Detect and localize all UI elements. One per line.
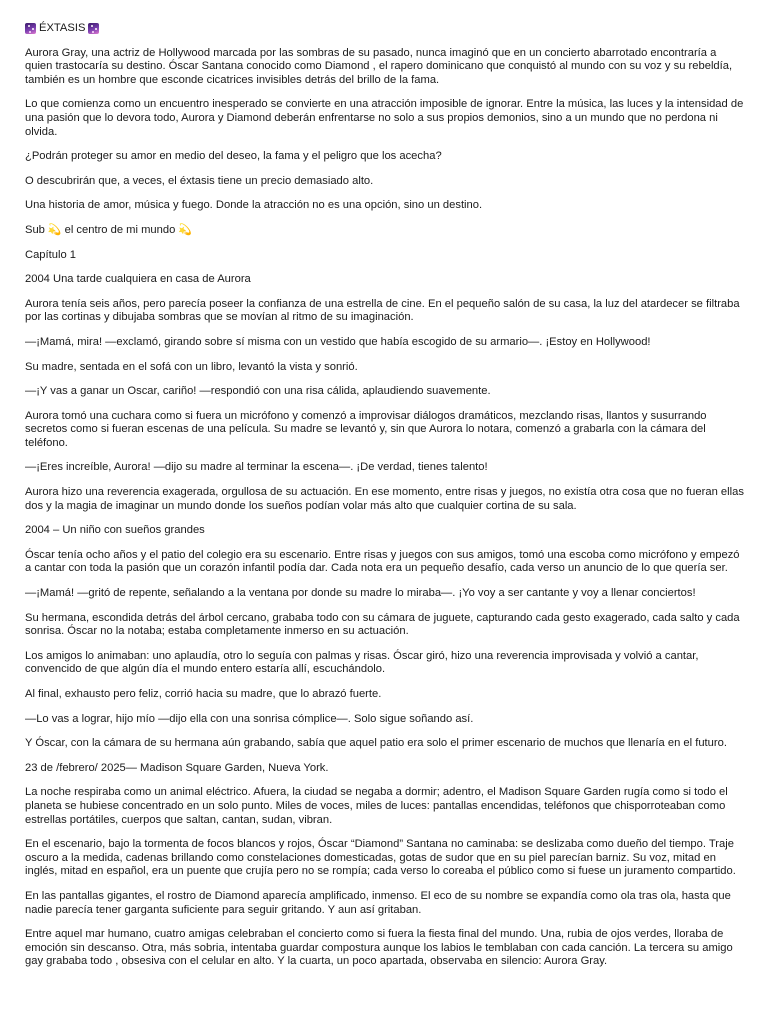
- sub-text: el centro de mi mundo: [64, 223, 176, 236]
- dizzy-star-emoji-icon: 💫: [178, 223, 193, 236]
- dizzy-star-emoji-icon: 💫: [47, 223, 62, 236]
- milky-way-emoji-icon: [88, 23, 99, 34]
- synopsis-paragraph: O descubrirán que, a veces, el éxtasis tiene un precio demasiado alto.: [25, 174, 374, 187]
- body-paragraph: Y Óscar, con la cámara de su hermana aún grabando, sabía que aquel patio era solo el primer escenario de muchos que llenaría en el futuro.: [25, 737, 727, 750]
- synopsis-paragraph: Lo que comienza como un encuentro inesperado se convierte en una atracción imposible de ignorar. Entre la música, las luces y la intensidad de una pasión que lo devora todo, Aurora y Diamond deberán enfrentarse no solo a sus propios demonios, sino a un mundo que no perdona ni olvida.: [25, 98, 744, 138]
- dialogue-paragraph: —¡Eres increíble, Aurora! —dijo su madre al terminar la escena—. ¡De verdad, tienes talento!: [25, 461, 488, 474]
- body-paragraph: Aurora hizo una reverencia exagerada, orgullosa de su actuación. En ese momento, entre risas y juegos, no existía otra cosa que no fueran ellas dos y la magia de imaginar un mundo donde los sueños podían volar más alto que cualquier cortina de su sala.: [25, 486, 744, 512]
- synopsis-paragraph: Una historia de amor, música y fuego. Donde la atracción no es una opción, sino un destino.: [25, 199, 483, 212]
- sub-prefix: Sub: [25, 223, 45, 236]
- body-paragraph: Los amigos lo animaban: uno aplaudía, otro lo seguía con palmas y risas. Óscar giró, hizo una reverencia improvisada y volvió a cantar, convencido de que algún día el mundo entero estaría allí, escuchándolo.: [25, 649, 699, 676]
- body-paragraph: La noche respiraba como un animal eléctrico. Afuera, la ciudad se negaba a dormir; adentro, el Madison Square Garden rugía como si todo el planeta se hubiese concentrado en un solo punto. Miles de voces, miles de luces: pantallas encendidas, teléfonos que chisporroteaban como estrellas portátiles, cuerpos que saltan, cantan, sudan, vibran.: [25, 786, 728, 826]
- sub-line: [25, 224, 744, 238]
- section-heading: 23 de /febrero/ 2025— Madison Square Garden, Nueva York.: [25, 761, 329, 774]
- synopsis-paragraph: Aurora Gray, una actriz de Hollywood marcada por las sombras de su pasado, nunca imaginó que en un concierto abarrotado encontraría a quien trastocaría su destino. Óscar Santana conocido como Diamond , el rapero dominicano que conquistó al mundo con su voz y su rebeldía, también es un hombre que esconde cicatrices invisibles detrás del brillo de la fama.: [25, 46, 733, 86]
- body-paragraph: En el escenario, bajo la tormenta de focos blancos y rojos, Óscar “Diamond” Santana no caminaba: se deslizaba como dueño del tiempo. Traje oscuro a la medida, cadenas brillando como constelaciones domesticadas, gotas de sudor que en su piel parecían barniz. Su voz, mitad en inglés, mitad en español, era un puente que crujía pero no se rompía; cada verso lo coreaba el público como si fuese un juramento compartido.: [25, 838, 736, 878]
- section-heading: 2004 – Un niño con sueños grandes: [25, 524, 205, 537]
- dialogue-paragraph: —Lo vas a lograr, hijo mío —dijo ella con una sonrisa cómplice—. Solo sigue soñando así.: [25, 712, 474, 725]
- body-paragraph: Su hermana, escondida detrás del árbol cercano, grababa todo con su cámara de juguete, capturando cada gesto exagerado, cada salto y cada sonrisa. Óscar no la notaba; estaba completamente inmerso en su actuación.: [25, 611, 740, 638]
- milky-way-emoji-icon: [25, 23, 36, 34]
- dialogue-paragraph: —¡Mamá, mira! —exclamó, girando sobre sí misma con un vestido que había escogido de su armario—. ¡Estoy en Hollywood!: [25, 335, 651, 348]
- body-paragraph: Aurora tenía seis años, pero parecía poseer la confianza de una estrella de cine. En el pequeño salón de su casa, la luz del atardecer se filtraba por las cortinas y dibujaba sombras que se movían al ritmo de su imaginación.: [25, 297, 740, 324]
- body-paragraph: Entre aquel mar humano, cuatro amigas celebraban el concierto como si fuera la fiesta final del mundo. Una, rubia de ojos verdes, lloraba de emoción sin descanso. Otra, más sobria, intentaba guardar compostura aunque los labios le temblaban con cada canción. La tercera su amigo gay grababa todo , obsesiva con el celular en alto. Y la cuarta, un poco apartada, observaba en silencio: Aurora Gray.: [25, 928, 733, 968]
- section-heading: 2004 Una tarde cualquiera en casa de Aurora: [25, 273, 251, 286]
- body-paragraph: Óscar tenía ocho años y el patio del colegio era su escenario. Entre risas y juegos con sus amigos, tomó una escoba como micrófono y empezó a cantar con toda la pasión que un corazón infantil podía dar. Cada nota era un pequeño desafío, cada verso un anuncio de lo que quería ser.: [25, 548, 740, 575]
- chapter-heading: Capítulo 1: [25, 248, 76, 261]
- dialogue-paragraph: —¡Mamá! —gritó de repente, señalando a la ventana por donde su madre lo miraba—. ¡Yo voy a ser cantante y voy a llenar conciertos!: [25, 587, 696, 600]
- body-paragraph: Su madre, sentada en el sofá con un libro, levantó la vista y sonrió.: [25, 360, 358, 373]
- body-paragraph: Al final, exhausto pero feliz, corrió hacia su madre, que lo abrazó fuerte.: [25, 688, 382, 700]
- synopsis-paragraph: ¿Podrán proteger su amor en medio del deseo, la fama y el peligro que los acecha?: [25, 150, 442, 163]
- document-title: ÉXTASIS: [39, 22, 86, 34]
- title-line: [25, 22, 744, 36]
- dialogue-paragraph: —¡Y vas a ganar un Oscar, cariño! —respondió con una risa cálida, aplaudiendo suavemente.: [25, 385, 491, 398]
- body-paragraph: En las pantallas gigantes, el rostro de Diamond aparecía amplificado, inmenso. El eco de su nombre se expandía como ola tras ola, hasta que nadie parecía tener garganta suficiente para seguir gritando. Y aun así gritaban.: [25, 889, 731, 916]
- body-paragraph: Aurora tomó una cuchara como si fuera un micrófono y comenzó a improvisar diálogos dramáticos, mezclando risas, llantos y susurrando secretos como si fueran escenas de una película. Su madre se levantó y, sin que Aurora lo notara, comenzó a grabarla con la cámara del teléfono.: [25, 409, 707, 449]
